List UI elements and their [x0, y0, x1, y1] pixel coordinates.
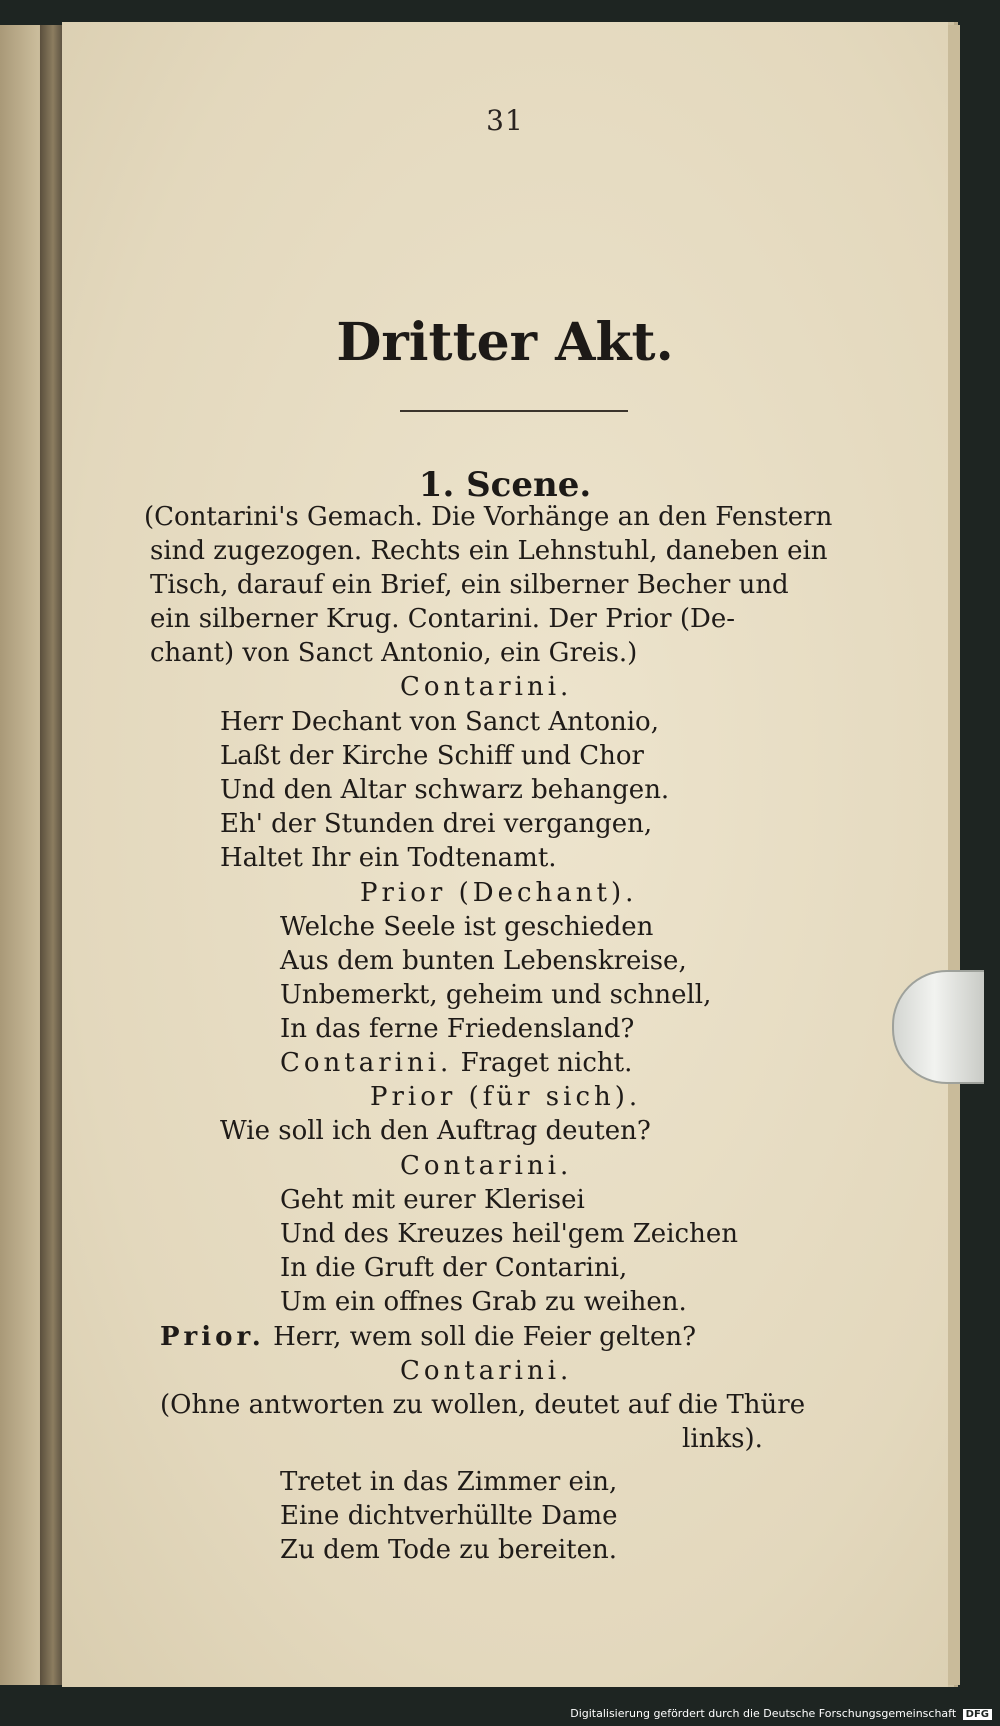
- speaker-name: Contarini.: [400, 672, 573, 702]
- stage-direction-line: links).: [682, 1424, 763, 1454]
- verse-line-with-speaker: [280, 1046, 632, 1080]
- verse-text: Fraget nicht.: [460, 1048, 633, 1078]
- verse-line: Eine dichtverhüllte Dame: [280, 1501, 618, 1531]
- right-page-edge: [948, 25, 960, 1685]
- speaker-name: Contarini.: [400, 1151, 573, 1181]
- verse-line: Zu dem Tode zu bereiten.: [280, 1535, 618, 1565]
- credit-text: Digitalisierung gefördert durch die Deutsche Forschungsgemeinschaft: [570, 1707, 957, 1720]
- speaker-name: Prior.: [160, 1322, 265, 1352]
- verse-line: In die Gruft der Contarini,: [280, 1253, 628, 1283]
- book-page: [62, 22, 948, 1687]
- scene-title: 1. Scene.: [418, 465, 592, 505]
- verse-text: Herr, wem soll die Feier gelten?: [273, 1322, 697, 1352]
- page-number: 31: [486, 104, 524, 137]
- verse-line: Unbemerkt, geheim und schnell,: [280, 980, 712, 1010]
- stage-direction-line: sind zugezogen. Rechts ein Lehnstuhl, daneben ein: [150, 536, 828, 566]
- verse-line: Wie soll ich den Auftrag deuten?: [220, 1116, 651, 1146]
- verse-line: Geht mit eurer Klerisei: [280, 1185, 585, 1215]
- stage-direction-line: (Contarini's Gemach. Die Vorhänge an den Fenstern: [144, 502, 833, 532]
- verse-line: Aus dem bunten Lebenskreise,: [280, 946, 687, 976]
- speaker-name: Contarini.: [280, 1048, 453, 1078]
- speaker-name: Prior (Dechant).: [360, 878, 638, 908]
- title-divider: [400, 410, 628, 412]
- stage-direction-line: chant) von Sanct Antonio, ein Greis.): [150, 638, 638, 668]
- verse-line: Tretet in das Zimmer ein,: [280, 1467, 618, 1497]
- verse-line-with-speaker: [160, 1320, 696, 1354]
- verse-line: Welche Seele ist geschieden: [280, 912, 654, 942]
- digitization-credit: [570, 1707, 992, 1720]
- verse-line: Und des Kreuzes heil'gem Zeichen: [280, 1219, 738, 1249]
- speaker-name: Contarini.: [400, 1356, 573, 1386]
- verse-line: Haltet Ihr ein Todtenamt.: [220, 843, 557, 873]
- verse-line: Und den Altar schwarz behangen.: [220, 775, 670, 805]
- verse-line: Eh' der Stunden drei vergangen,: [220, 809, 653, 839]
- verse-line: In das ferne Friedensland?: [280, 1014, 635, 1044]
- stage-direction-line: Tisch, darauf ein Brief, ein silberner Becher und: [150, 570, 789, 600]
- stage-direction-line: ein silberner Krug. Contarini. Der Prior (De-: [150, 604, 735, 634]
- dfg-logo: DFG: [963, 1709, 992, 1720]
- stage-direction-line: (Ohne antworten zu wollen, deutet auf die Thüre: [160, 1390, 806, 1420]
- verse-line: Herr Dechant von Sanct Antonio,: [220, 707, 659, 737]
- act-title: Dritter Akt.: [336, 312, 674, 373]
- verse-line: Laßt der Kirche Schiff und Chor: [220, 741, 644, 771]
- verse-line: Um ein offnes Grab zu weihen.: [280, 1287, 687, 1317]
- speaker-name: Prior (für sich).: [370, 1082, 642, 1112]
